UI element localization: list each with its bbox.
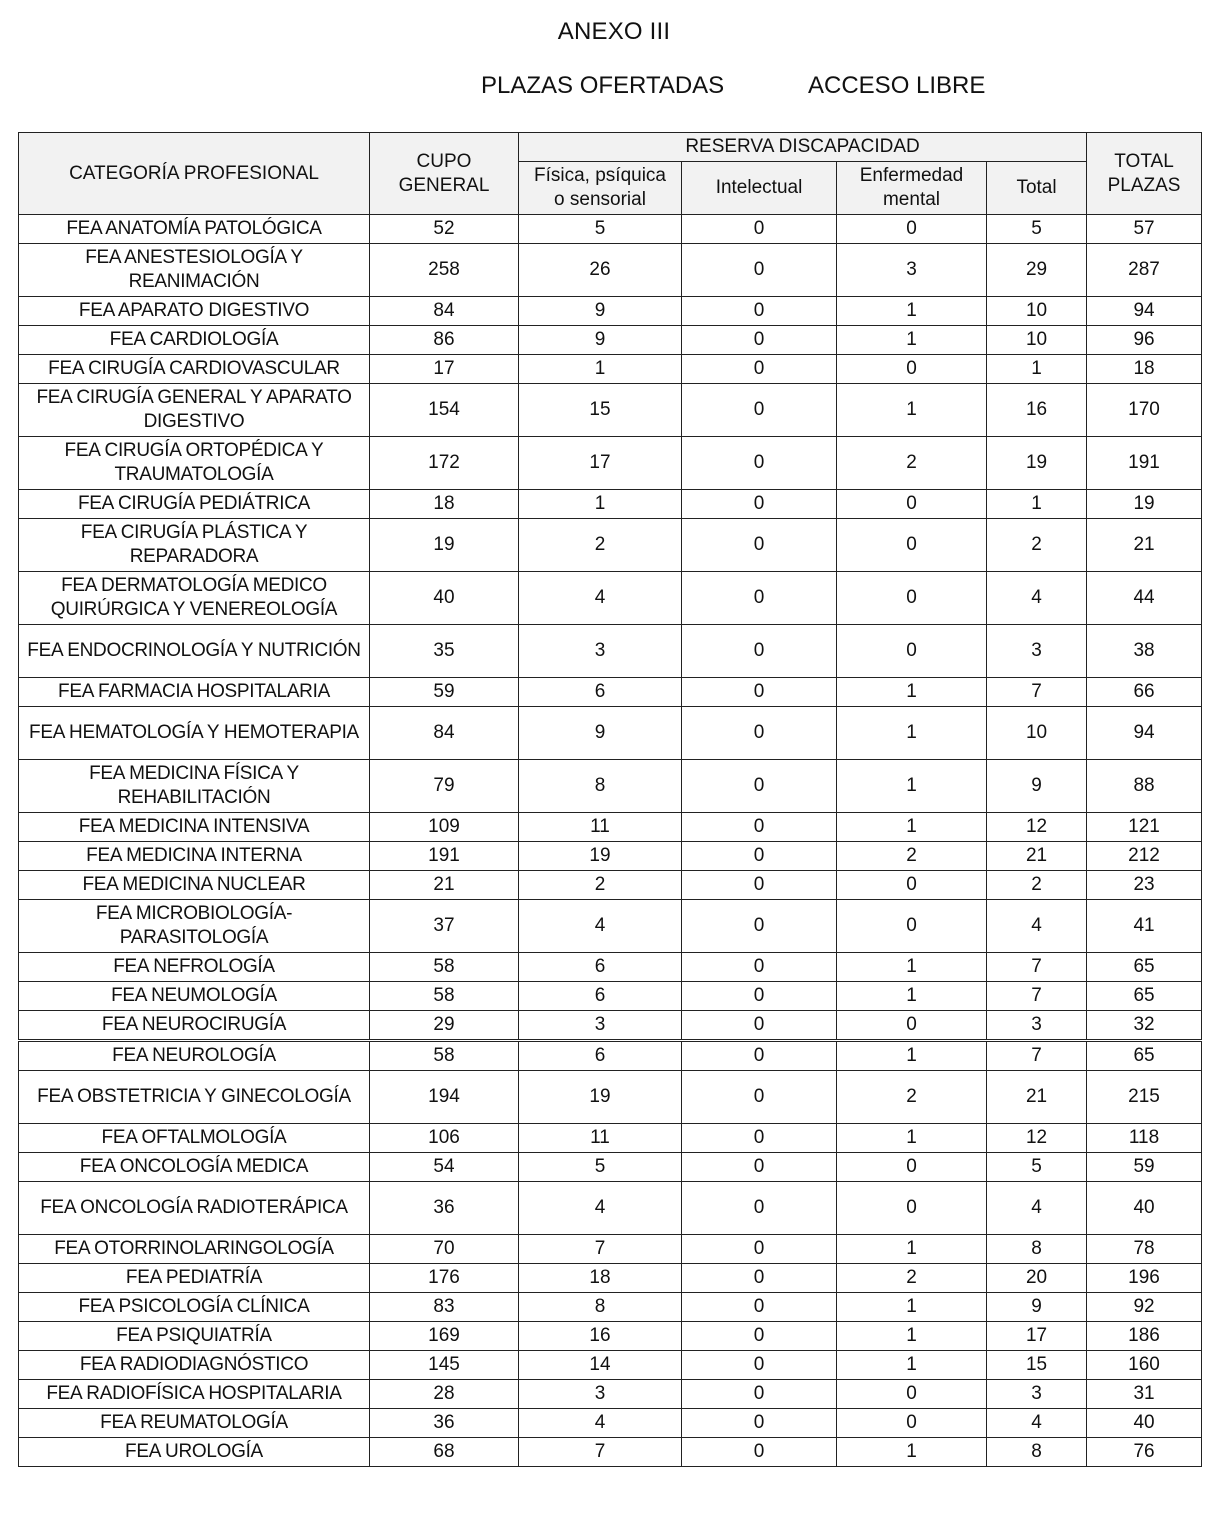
cell-fisica: 17 [519,437,682,490]
cell-total: 21 [987,842,1087,871]
cell-enfermedad: 1 [837,1293,987,1322]
cell-intelectual: 0 [682,1380,837,1409]
cell-total-plazas: 76 [1087,1438,1202,1467]
subtitle-plazas-ofertadas: PLAZAS OFERTADAS [481,72,725,99]
cell-categoria: FEA CIRUGÍA PEDIÁTRICA [19,490,370,519]
cell-total-plazas: 160 [1087,1351,1202,1380]
cell-enfermedad: 1 [837,760,987,813]
cell-cupo: 59 [370,678,519,707]
cell-fisica: 9 [519,297,682,326]
cell-enfermedad: 1 [837,297,987,326]
cell-categoria: FEA ONCOLOGÍA MEDICA [19,1153,370,1182]
table-row [19,1153,1202,1182]
table-row [19,625,1202,678]
cell-categoria: FEA NEUROCIRUGÍA [19,1011,370,1041]
cell-total-plazas: 212 [1087,842,1202,871]
cell-total-plazas: 21 [1087,519,1202,572]
table-row [19,1071,1202,1124]
cell-total: 19 [987,437,1087,490]
cell-categoria: FEA APARATO DIGESTIVO [19,297,370,326]
cell-enfermedad: 1 [837,1438,987,1467]
cell-categoria: FEA MEDICINA FÍSICA Y REHABILITACIÓN [19,760,370,813]
cell-fisica: 3 [519,625,682,678]
cell-fisica: 7 [519,1235,682,1264]
cell-cupo: 36 [370,1409,519,1438]
cell-fisica: 19 [519,842,682,871]
cell-cupo: 29 [370,1011,519,1041]
cell-total: 7 [987,678,1087,707]
cell-fisica: 6 [519,982,682,1011]
cell-fisica: 4 [519,572,682,625]
cell-total-plazas: 78 [1087,1235,1202,1264]
cell-enfermedad: 0 [837,1380,987,1409]
table-row [19,244,1202,297]
cell-fisica: 1 [519,490,682,519]
cell-categoria: FEA PEDIATRÍA [19,1264,370,1293]
cell-intelectual: 0 [682,1235,837,1264]
cell-intelectual: 0 [682,1264,837,1293]
cell-fisica: 4 [519,900,682,953]
table-row [19,707,1202,760]
cell-fisica: 9 [519,707,682,760]
cell-fisica: 1 [519,355,682,384]
cell-total: 3 [987,1011,1087,1041]
table-row [19,355,1202,384]
cell-enfermedad: 1 [837,326,987,355]
cell-total: 21 [987,1071,1087,1124]
cell-fisica: 5 [519,215,682,244]
cell-intelectual: 0 [682,215,837,244]
table-row [19,297,1202,326]
cell-enfermedad: 2 [837,842,987,871]
cell-enfermedad: 2 [837,1264,987,1293]
cell-enfermedad: 2 [837,437,987,490]
cell-total-plazas: 121 [1087,813,1202,842]
cell-cupo: 84 [370,707,519,760]
cell-cupo: 17 [370,355,519,384]
table-row [19,326,1202,355]
cell-intelectual: 0 [682,1182,837,1235]
cell-categoria: FEA CARDIOLOGÍA [19,326,370,355]
cell-fisica: 15 [519,384,682,437]
cell-intelectual: 0 [682,842,837,871]
cell-cupo: 176 [370,1264,519,1293]
cell-fisica: 11 [519,1124,682,1153]
table-row [19,1182,1202,1235]
cell-total-plazas: 23 [1087,871,1202,900]
cell-total: 4 [987,1182,1087,1235]
cell-intelectual: 0 [682,900,837,953]
cell-enfermedad: 0 [837,1182,987,1235]
cell-total-plazas: 66 [1087,678,1202,707]
cell-total-plazas: 118 [1087,1124,1202,1153]
cell-intelectual: 0 [682,871,837,900]
cell-cupo: 83 [370,1293,519,1322]
table-row [19,678,1202,707]
cell-enfermedad: 0 [837,215,987,244]
cell-total-plazas: 65 [1087,1041,1202,1071]
cell-total: 3 [987,625,1087,678]
cell-categoria: FEA MEDICINA INTENSIVA [19,813,370,842]
cell-enfermedad: 0 [837,1409,987,1438]
cell-intelectual: 0 [682,1322,837,1351]
cell-enfermedad: 0 [837,572,987,625]
cell-categoria: FEA CIRUGÍA CARDIOVASCULAR [19,355,370,384]
header-reserva-discapacidad: RESERVA DISCAPACIDAD [519,133,1087,162]
cell-total-plazas: 32 [1087,1011,1202,1041]
cell-fisica: 26 [519,244,682,297]
cell-categoria: FEA NEUMOLOGÍA [19,982,370,1011]
cell-fisica: 6 [519,953,682,982]
cell-categoria: FEA OBSTETRICIA Y GINECOLOGÍA [19,1071,370,1124]
table-row [19,1438,1202,1467]
table-header [19,133,1202,215]
cell-cupo: 18 [370,490,519,519]
cell-total-plazas: 65 [1087,953,1202,982]
cell-intelectual: 0 [682,1293,837,1322]
table-row [19,437,1202,490]
cell-categoria: FEA CIRUGÍA ORTOPÉDICA Y TRAUMATOLOGÍA [19,437,370,490]
table-row [19,1409,1202,1438]
cell-total-plazas: 38 [1087,625,1202,678]
cell-intelectual: 0 [682,1011,837,1041]
cell-intelectual: 0 [682,1041,837,1071]
cell-total-plazas: 59 [1087,1153,1202,1182]
cell-categoria: FEA FARMACIA HOSPITALARIA [19,678,370,707]
table-row [19,1011,1202,1041]
cell-total: 8 [987,1235,1087,1264]
subtitle-acceso-libre: ACCESO LIBRE [808,72,986,99]
cell-categoria: FEA NEUROLOGÍA [19,1041,370,1071]
cell-categoria: FEA PSICOLOGÍA CLÍNICA [19,1293,370,1322]
cell-intelectual: 0 [682,760,837,813]
cell-total-plazas: 40 [1087,1409,1202,1438]
cell-cupo: 58 [370,953,519,982]
cell-intelectual: 0 [682,1409,837,1438]
cell-categoria: FEA OFTALMOLOGÍA [19,1124,370,1153]
cell-intelectual: 0 [682,1438,837,1467]
cell-intelectual: 0 [682,297,837,326]
cell-cupo: 54 [370,1153,519,1182]
cell-total: 10 [987,707,1087,760]
table-row [19,215,1202,244]
cell-total: 17 [987,1322,1087,1351]
cell-categoria: FEA UROLOGÍA [19,1438,370,1467]
cell-enfermedad: 0 [837,625,987,678]
cell-enfermedad: 1 [837,982,987,1011]
cell-fisica: 16 [519,1322,682,1351]
cell-intelectual: 0 [682,384,837,437]
cell-fisica: 4 [519,1409,682,1438]
cell-total-plazas: 287 [1087,244,1202,297]
table-row [19,760,1202,813]
table-body [19,215,1202,1467]
cell-total-plazas: 65 [1087,982,1202,1011]
cell-cupo: 258 [370,244,519,297]
cell-total: 9 [987,760,1087,813]
cell-total-plazas: 94 [1087,297,1202,326]
cell-categoria: FEA MEDICINA INTERNA [19,842,370,871]
table-row [19,490,1202,519]
cell-cupo: 37 [370,900,519,953]
cell-fisica: 14 [519,1351,682,1380]
cell-fisica: 18 [519,1264,682,1293]
cell-total: 8 [987,1438,1087,1467]
cell-categoria: FEA CIRUGÍA PLÁSTICA Y REPARADORA [19,519,370,572]
cell-fisica: 3 [519,1380,682,1409]
cell-total: 7 [987,953,1087,982]
cell-enfermedad: 1 [837,813,987,842]
cell-total: 2 [987,871,1087,900]
cell-intelectual: 0 [682,519,837,572]
cell-total: 7 [987,1041,1087,1071]
cell-categoria: FEA RADIODIAGNÓSTICO [19,1351,370,1380]
cell-intelectual: 0 [682,1071,837,1124]
table-row [19,1041,1202,1071]
header-total: Total [987,162,1087,215]
cell-total-plazas: 215 [1087,1071,1202,1124]
cell-intelectual: 0 [682,244,837,297]
cell-cupo: 52 [370,215,519,244]
cell-total-plazas: 170 [1087,384,1202,437]
cell-categoria: FEA ANATOMÍA PATOLÓGICA [19,215,370,244]
table-row [19,384,1202,437]
cell-total-plazas: 96 [1087,326,1202,355]
header-intelectual: Intelectual [682,162,837,215]
cell-cupo: 86 [370,326,519,355]
cell-total: 5 [987,1153,1087,1182]
cell-cupo: 172 [370,437,519,490]
cell-fisica: 9 [519,326,682,355]
cell-enfermedad: 2 [837,1071,987,1124]
cell-cupo: 28 [370,1380,519,1409]
cell-total-plazas: 94 [1087,707,1202,760]
cell-total-plazas: 92 [1087,1293,1202,1322]
cell-total: 20 [987,1264,1087,1293]
cell-cupo: 70 [370,1235,519,1264]
cell-cupo: 154 [370,384,519,437]
cell-cupo: 84 [370,297,519,326]
cell-intelectual: 0 [682,982,837,1011]
cell-total-plazas: 18 [1087,355,1202,384]
cell-cupo: 109 [370,813,519,842]
cell-fisica: 11 [519,813,682,842]
plazas-table [18,132,1202,1467]
table-row [19,842,1202,871]
cell-enfermedad: 1 [837,1351,987,1380]
cell-total: 5 [987,215,1087,244]
header-total-plazas: TOTAL PLAZAS [1087,133,1202,215]
cell-categoria: FEA NEFROLOGÍA [19,953,370,982]
cell-categoria: FEA DERMATOLOGÍA MEDICO QUIRÚRGICA Y VENEREOLOGÍA [19,572,370,625]
cell-cupo: 35 [370,625,519,678]
cell-intelectual: 0 [682,1351,837,1380]
cell-cupo: 58 [370,1041,519,1071]
cell-categoria: FEA ONCOLOGÍA RADIOTERÁPICA [19,1182,370,1235]
cell-intelectual: 0 [682,490,837,519]
header-enfermedad-mental: Enfermedad mental [837,162,987,215]
cell-cupo: 40 [370,572,519,625]
cell-intelectual: 0 [682,326,837,355]
cell-intelectual: 0 [682,355,837,384]
table-row [19,1322,1202,1351]
cell-total: 10 [987,297,1087,326]
cell-total-plazas: 196 [1087,1264,1202,1293]
table-row [19,1264,1202,1293]
cell-categoria: FEA ANESTESIOLOGÍA Y REANIMACIÓN [19,244,370,297]
cell-fisica: 6 [519,678,682,707]
cell-cupo: 79 [370,760,519,813]
cell-enfermedad: 1 [837,384,987,437]
header-categoria: CATEGORÍA PROFESIONAL [19,133,370,215]
cell-intelectual: 0 [682,1124,837,1153]
cell-fisica: 8 [519,760,682,813]
cell-total: 15 [987,1351,1087,1380]
cell-categoria: FEA REUMATOLOGÍA [19,1409,370,1438]
cell-enfermedad: 1 [837,1041,987,1071]
cell-categoria: FEA PSIQUIATRÍA [19,1322,370,1351]
cell-cupo: 145 [370,1351,519,1380]
cell-total: 1 [987,355,1087,384]
cell-enfermedad: 1 [837,1235,987,1264]
cell-total-plazas: 41 [1087,900,1202,953]
table-row [19,982,1202,1011]
cell-enfermedad: 0 [837,1153,987,1182]
cell-cupo: 19 [370,519,519,572]
table-row [19,1351,1202,1380]
table-row [19,900,1202,953]
cell-total-plazas: 191 [1087,437,1202,490]
cell-enfermedad: 0 [837,1011,987,1041]
cell-fisica: 5 [519,1153,682,1182]
cell-categoria: FEA ENDOCRINOLOGÍA Y NUTRICIÓN [19,625,370,678]
cell-intelectual: 0 [682,572,837,625]
cell-enfermedad: 0 [837,900,987,953]
table-row [19,953,1202,982]
cell-total: 12 [987,1124,1087,1153]
cell-total: 29 [987,244,1087,297]
cell-total: 12 [987,813,1087,842]
cell-enfermedad: 0 [837,871,987,900]
cell-total: 2 [987,519,1087,572]
cell-enfermedad: 1 [837,678,987,707]
cell-enfermedad: 1 [837,1124,987,1153]
cell-total: 3 [987,1380,1087,1409]
header-cupo-general: CUPO GENERAL [370,133,519,215]
cell-cupo: 36 [370,1182,519,1235]
cell-fisica: 3 [519,1011,682,1041]
cell-total-plazas: 57 [1087,215,1202,244]
cell-fisica: 6 [519,1041,682,1071]
cell-total: 4 [987,1409,1087,1438]
cell-fisica: 4 [519,1182,682,1235]
cell-total-plazas: 19 [1087,490,1202,519]
cell-categoria: FEA HEMATOLOGÍA Y HEMOTERAPIA [19,707,370,760]
cell-enfermedad: 3 [837,244,987,297]
cell-enfermedad: 1 [837,953,987,982]
cell-cupo: 21 [370,871,519,900]
cell-total: 16 [987,384,1087,437]
cell-total-plazas: 44 [1087,572,1202,625]
cell-enfermedad: 0 [837,355,987,384]
table-row [19,871,1202,900]
table-row [19,1124,1202,1153]
cell-intelectual: 0 [682,437,837,490]
table-row [19,1235,1202,1264]
cell-cupo: 194 [370,1071,519,1124]
cell-total: 4 [987,900,1087,953]
header-fisica: Física, psíquica o sensorial [519,162,682,215]
table-row [19,1293,1202,1322]
cell-categoria: FEA RADIOFÍSICA HOSPITALARIA [19,1380,370,1409]
cell-total-plazas: 40 [1087,1182,1202,1235]
cell-fisica: 2 [519,871,682,900]
cell-total-plazas: 186 [1087,1322,1202,1351]
table-row [19,519,1202,572]
table-row [19,813,1202,842]
cell-enfermedad: 1 [837,1322,987,1351]
cell-categoria: FEA OTORRINOLARINGOLOGÍA [19,1235,370,1264]
cell-total: 9 [987,1293,1087,1322]
cell-fisica: 19 [519,1071,682,1124]
cell-intelectual: 0 [682,625,837,678]
cell-cupo: 68 [370,1438,519,1467]
cell-intelectual: 0 [682,678,837,707]
cell-fisica: 2 [519,519,682,572]
cell-intelectual: 0 [682,953,837,982]
cell-intelectual: 0 [682,707,837,760]
cell-cupo: 106 [370,1124,519,1153]
cell-enfermedad: 1 [837,707,987,760]
cell-cupo: 169 [370,1322,519,1351]
cell-total: 7 [987,982,1087,1011]
page-title: ANEXO III [557,18,671,45]
table-row [19,1380,1202,1409]
cell-fisica: 7 [519,1438,682,1467]
cell-fisica: 8 [519,1293,682,1322]
cell-enfermedad: 0 [837,519,987,572]
cell-enfermedad: 0 [837,490,987,519]
cell-categoria: FEA MICROBIOLOGÍA- PARASITOLOGÍA [19,900,370,953]
table-row [19,572,1202,625]
cell-total: 10 [987,326,1087,355]
cell-total: 4 [987,572,1087,625]
cell-total-plazas: 88 [1087,760,1202,813]
cell-total: 1 [987,490,1087,519]
cell-total-plazas: 31 [1087,1380,1202,1409]
cell-categoria: FEA CIRUGÍA GENERAL Y APARATO DIGESTIVO [19,384,370,437]
cell-cupo: 191 [370,842,519,871]
cell-intelectual: 0 [682,813,837,842]
cell-cupo: 58 [370,982,519,1011]
cell-intelectual: 0 [682,1153,837,1182]
cell-categoria: FEA MEDICINA NUCLEAR [19,871,370,900]
